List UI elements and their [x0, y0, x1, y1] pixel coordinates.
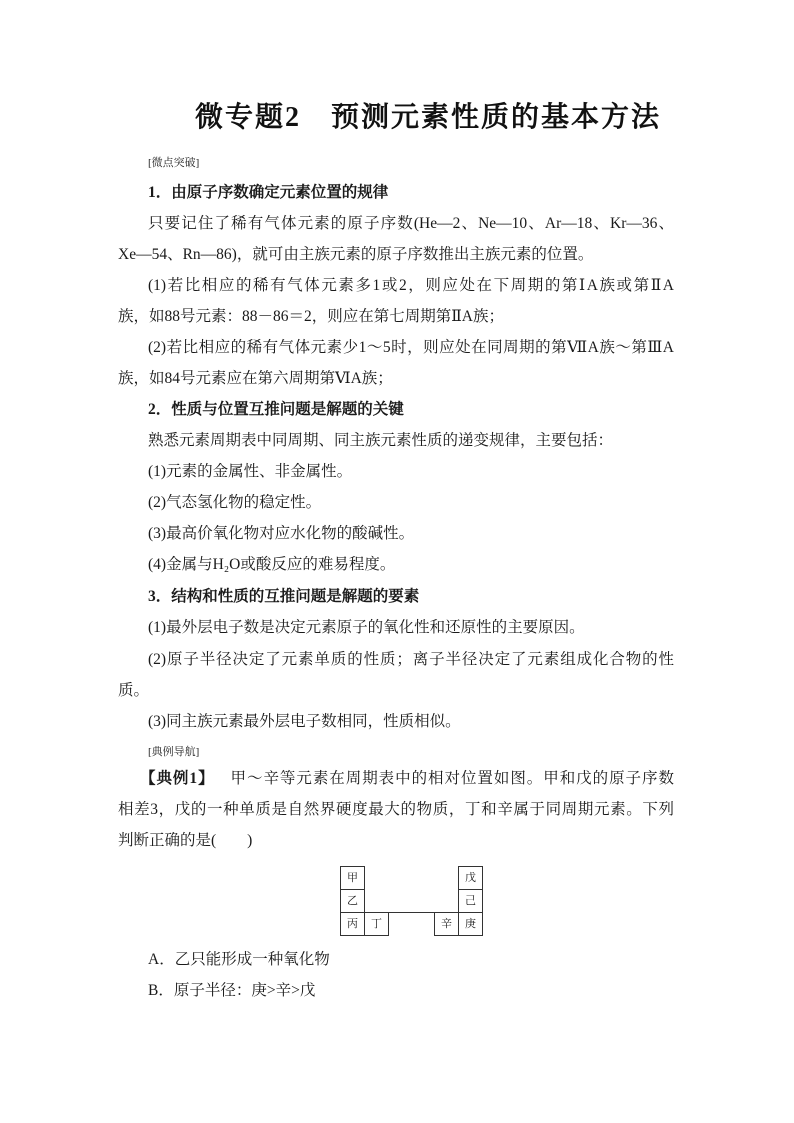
- label-breakthrough: [微点突破]: [148, 157, 200, 169]
- section2-item: (3)最高价氧化物对应水化物的酸碱性。: [148, 525, 415, 542]
- section3-item-continuation: 质。: [118, 682, 150, 699]
- section2-intro: 熟悉元素周期表中同周期、同主族元素性质的递变规律，主要包括：: [148, 432, 614, 449]
- section3-heading: 3．结构和性质的互推问题是解题的要素: [148, 588, 420, 605]
- page-title: 微专题2 预测元素性质的基本方法: [195, 102, 662, 133]
- table-cell-xin: 辛: [434, 912, 459, 936]
- table-cell-jia: 甲: [340, 866, 365, 890]
- section1-line: 只要记住了稀有气体元素的原子序数(He—2、Ne—10、Ar—18、Kr—36、: [148, 215, 674, 232]
- section2-heading: 2．性质与位置互推问题是解题的关键: [148, 401, 404, 418]
- option-b: B．原子半径：庚>辛>戊: [148, 982, 316, 999]
- label-example: [典例导航]: [148, 746, 200, 758]
- section1-rule2-line: 族，如84号元素应在第六周期第ⅥA族；: [118, 370, 393, 387]
- table-cell-ding: 丁: [364, 912, 389, 936]
- example-question-line: 相差3，戊的一种单质是自然界硬度最大的物质，丁和辛属于同周期元素。下列: [118, 801, 674, 818]
- table-cell-ji: 己: [458, 889, 483, 913]
- example-question-line: [140, 763, 674, 794]
- section2-item: (1)元素的金属性、非金属性。: [148, 463, 353, 480]
- section1-rule1-line: 族，如88号元素：88－86＝2，则应在第七周期第ⅡA族；: [118, 308, 504, 325]
- section2-item: (4)金属与H₂O或酸反应的难易程度。: [148, 556, 396, 573]
- table-cell-wu: 戊: [458, 866, 483, 890]
- section1-line: Xe—54、Rn—86)，就可由主族元素的原子序数推出主族元素的位置。: [118, 246, 594, 263]
- table-cell-yi: 乙: [340, 889, 365, 913]
- section3-item: (2)原子半径决定了元素单质的性质；离子半径决定了元素组成化合物的性: [148, 651, 674, 668]
- section1-heading: 1．由原子序数确定元素位置的规律: [148, 184, 389, 201]
- table-connector-line: [388, 912, 435, 913]
- option-a: A．乙只能形成一种氧化物: [148, 951, 330, 968]
- section2-item: (2)气态氢化物的稳定性。: [148, 494, 322, 511]
- example-question-text: 甲～辛等元素在周期表中的相对位置如图。甲和戊的原子序数: [230, 770, 674, 787]
- section1-rule2-line: (2)若比相应的稀有气体元素少1～5时，则应处在同周期的第ⅦA族～第ⅢA: [148, 339, 674, 356]
- example-tag: 【典例1】: [140, 770, 215, 787]
- section1-rule1-line: (1)若比相应的稀有气体元素多1或2，则应处在下周期的第ⅠA族或第ⅡA: [148, 277, 674, 294]
- example-question-line: 判断正确的是( ): [118, 832, 253, 849]
- section3-item: (3)同主族元素最外层电子数相同，性质相似。: [148, 713, 461, 730]
- table-cell-geng: 庚: [458, 912, 483, 936]
- section3-item: (1)最外层电子数是决定元素原子的氧化性和还原性的主要原因。: [148, 619, 585, 636]
- table-cell-bing: 丙: [340, 912, 365, 936]
